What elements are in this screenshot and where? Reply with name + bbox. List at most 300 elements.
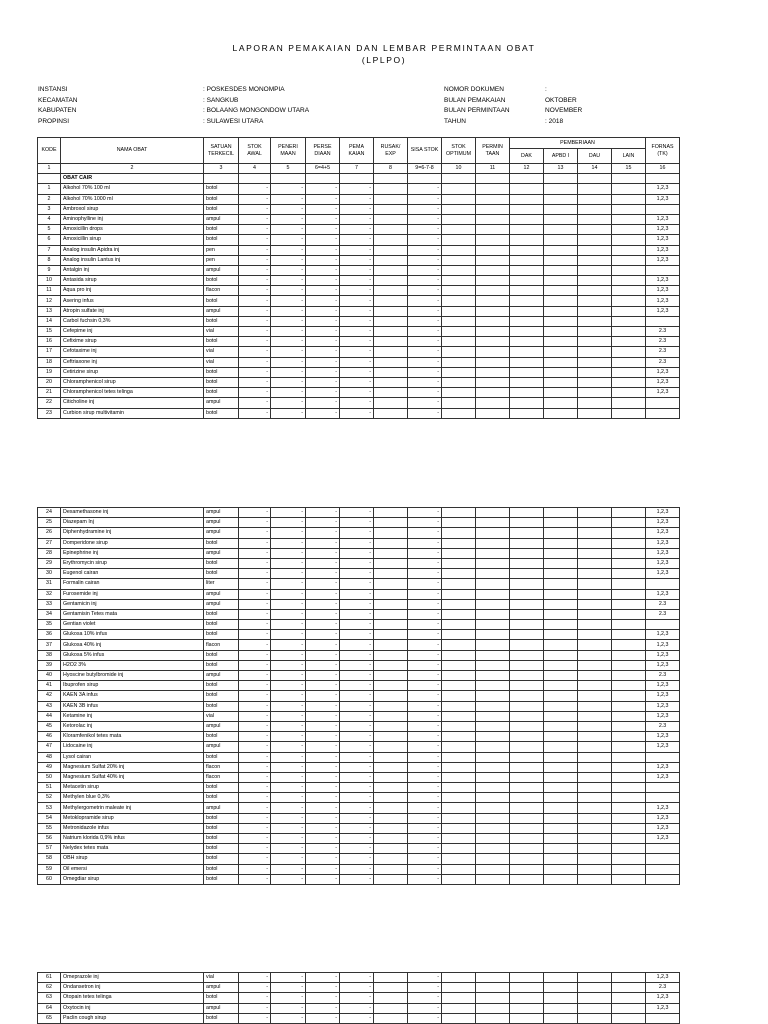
dash-cell: -: [340, 630, 374, 640]
empty-cell: [544, 286, 578, 296]
empty-cell: [476, 691, 510, 701]
dash-cell: -: [340, 823, 374, 833]
empty-cell: [510, 711, 544, 721]
dash-cell: -: [239, 347, 271, 357]
row-nama-obat: Curbion sirup multivitamin: [61, 408, 204, 418]
dash-cell: -: [340, 711, 374, 721]
empty-cell: [510, 732, 544, 742]
dash-cell: -: [239, 276, 271, 286]
dash-cell: -: [239, 569, 271, 579]
dash-cell: -: [408, 864, 442, 874]
empty-cell: [578, 864, 612, 874]
info-label: BULAN PEMAKAIAN: [444, 96, 506, 104]
empty-cell: [476, 245, 510, 255]
row-nama-obat: Domperidone sirup: [61, 538, 204, 548]
dash-cell: -: [271, 691, 306, 701]
dash-cell: -: [340, 225, 374, 235]
row-fornas: 1,2,3: [646, 701, 680, 711]
table-row: [38, 1013, 680, 1023]
column-number: 11: [476, 164, 510, 174]
dash-cell: -: [408, 772, 442, 782]
dash-cell: -: [239, 993, 271, 1003]
empty-cell: [476, 609, 510, 619]
table-row: [38, 721, 680, 731]
row-nama-obat: Kloramfenikol tetes mata: [61, 732, 204, 742]
column-number: 7: [340, 164, 374, 174]
table-row: [38, 783, 680, 793]
row-kode: 24: [38, 508, 61, 518]
row-fornas: [646, 752, 680, 762]
empty-cell: [510, 235, 544, 245]
dash-cell: -: [239, 630, 271, 640]
table-row: [38, 660, 680, 670]
dash-cell: -: [271, 783, 306, 793]
empty-cell: [442, 983, 476, 993]
empty-cell: [442, 558, 476, 568]
dash-cell: -: [340, 306, 374, 316]
table-row: [38, 772, 680, 782]
row-kode: 27: [38, 538, 61, 548]
empty-cell: [612, 518, 646, 528]
dash-cell: -: [340, 609, 374, 619]
empty-cell: [510, 508, 544, 518]
row-satuan: botol: [204, 569, 239, 579]
empty-cell: [510, 538, 544, 548]
empty-cell: [510, 599, 544, 609]
dash-cell: -: [408, 993, 442, 1003]
dash-cell: -: [306, 548, 340, 558]
col-pemakaian: PEMA KAIAN: [340, 138, 374, 164]
empty-cell: [578, 1003, 612, 1013]
empty-cell: [374, 265, 408, 275]
empty-cell: [578, 214, 612, 224]
dash-cell: -: [340, 813, 374, 823]
dash-cell: -: [340, 265, 374, 275]
table-row: [38, 640, 680, 650]
table-row: [38, 823, 680, 833]
empty-cell: [510, 367, 544, 377]
row-satuan: pen: [204, 245, 239, 255]
empty-cell: [612, 681, 646, 691]
empty-cell: [544, 783, 578, 793]
empty-cell: [374, 538, 408, 548]
dash-cell: -: [271, 184, 306, 194]
table-row: [38, 1003, 680, 1013]
empty-cell: [476, 681, 510, 691]
dash-cell: -: [239, 225, 271, 235]
row-fornas: 1,2,3: [646, 691, 680, 701]
empty-cell: [476, 286, 510, 296]
empty-cell: [442, 681, 476, 691]
empty-cell: [612, 548, 646, 558]
empty-cell: [510, 691, 544, 701]
row-fornas: 1,2,3: [646, 367, 680, 377]
empty-cell: [374, 783, 408, 793]
dash-cell: -: [306, 701, 340, 711]
dash-cell: -: [306, 589, 340, 599]
empty-cell: [510, 548, 544, 558]
dash-cell: -: [306, 327, 340, 337]
row-satuan: botol: [204, 681, 239, 691]
empty-cell: [544, 701, 578, 711]
table-row: [38, 793, 680, 803]
empty-cell: [510, 701, 544, 711]
table-row: [38, 408, 680, 418]
dash-cell: -: [271, 864, 306, 874]
empty-cell: [442, 508, 476, 518]
row-satuan: botol: [204, 783, 239, 793]
empty-cell: [612, 732, 646, 742]
dash-cell: -: [239, 874, 271, 884]
empty-cell: [578, 599, 612, 609]
empty-cell: [476, 762, 510, 772]
row-fornas: 1,2,3: [646, 255, 680, 265]
dash-cell: -: [306, 671, 340, 681]
empty-cell: [578, 265, 612, 275]
info-value: :: [545, 86, 547, 93]
dash-cell: -: [239, 793, 271, 803]
empty-cell: [442, 742, 476, 752]
empty-cell: [510, 579, 544, 589]
empty-cell: [510, 357, 544, 367]
empty-cell: [578, 691, 612, 701]
empty-cell: [442, 630, 476, 640]
empty-cell: [510, 803, 544, 813]
table-row: [38, 671, 680, 681]
dash-cell: -: [271, 579, 306, 589]
row-nama-obat: Metacetin sirup: [61, 783, 204, 793]
table-row: [38, 306, 680, 316]
empty-cell: [442, 518, 476, 528]
row-kode: 30: [38, 569, 61, 579]
row-nama-obat: Metoklopramide sirup: [61, 813, 204, 823]
dash-cell: -: [306, 316, 340, 326]
row-nama-obat: Chloramphenicol tetes telinga: [61, 388, 204, 398]
empty-cell: [578, 993, 612, 1003]
dash-cell: -: [271, 752, 306, 762]
row-nama-obat: Hyoscine butylbromide inj: [61, 671, 204, 681]
empty-cell: [578, 671, 612, 681]
empty-cell: [544, 609, 578, 619]
empty-cell: [476, 408, 510, 418]
dash-cell: -: [340, 721, 374, 731]
dash-cell: -: [271, 681, 306, 691]
table-row: [38, 874, 680, 884]
empty-cell: [476, 388, 510, 398]
table-row: [38, 337, 680, 347]
empty-cell: [442, 803, 476, 813]
info-right-labels: [444, 85, 544, 127]
empty-cell: [612, 1003, 646, 1013]
dash-cell: -: [271, 569, 306, 579]
dash-cell: -: [239, 528, 271, 538]
empty-cell: [374, 681, 408, 691]
empty-cell: [374, 671, 408, 681]
info-label: NOMOR DOKUMEN: [444, 86, 504, 93]
row-nama-obat: Methylen blue 0,3%: [61, 793, 204, 803]
row-fornas: 1,2,3: [646, 711, 680, 721]
empty-cell: [578, 803, 612, 813]
dash-cell: -: [306, 204, 340, 214]
dash-cell: -: [408, 347, 442, 357]
dash-cell: -: [271, 834, 306, 844]
dash-cell: -: [408, 408, 442, 418]
row-nama-obat: Ketorolac inj: [61, 721, 204, 731]
row-fornas: [646, 204, 680, 214]
empty-cell: [442, 620, 476, 630]
empty-cell: [578, 194, 612, 204]
row-nama-obat: Oil emersi: [61, 864, 204, 874]
dash-cell: -: [239, 194, 271, 204]
empty-cell: [612, 793, 646, 803]
empty-cell: [510, 973, 544, 983]
empty-cell: [544, 194, 578, 204]
table-row: [38, 803, 680, 813]
dash-cell: -: [239, 235, 271, 245]
dash-cell: -: [306, 640, 340, 650]
info-left-values: [203, 85, 403, 127]
row-satuan: botol: [204, 609, 239, 619]
row-kode: 19: [38, 367, 61, 377]
empty-cell: [578, 398, 612, 408]
dash-cell: -: [239, 316, 271, 326]
dash-cell: -: [306, 803, 340, 813]
empty-cell: [612, 660, 646, 670]
dash-cell: -: [271, 711, 306, 721]
dash-cell: -: [271, 599, 306, 609]
empty-cell: [510, 327, 544, 337]
row-satuan: botol: [204, 844, 239, 854]
dash-cell: -: [340, 377, 374, 387]
table-row: [38, 548, 680, 558]
empty-cell: [374, 204, 408, 214]
empty-cell: [442, 538, 476, 548]
dash-cell: -: [408, 589, 442, 599]
row-kode: 8: [38, 255, 61, 265]
empty-cell: [476, 803, 510, 813]
empty-cell: [374, 569, 408, 579]
empty-cell: [476, 327, 510, 337]
empty-cell: [578, 823, 612, 833]
row-nama-obat: Formalin cairan: [61, 579, 204, 589]
dash-cell: -: [408, 711, 442, 721]
dash-cell: -: [408, 783, 442, 793]
row-kode: 7: [38, 245, 61, 255]
dash-cell: -: [239, 864, 271, 874]
dash-cell: -: [306, 558, 340, 568]
row-satuan: vial: [204, 711, 239, 721]
row-kode: 2: [38, 194, 61, 204]
empty-cell: [510, 993, 544, 1003]
info-label: TAHUN: [444, 117, 466, 125]
row-fornas: [646, 408, 680, 418]
dash-cell: -: [271, 388, 306, 398]
empty-cell: [510, 408, 544, 418]
row-satuan: ampul: [204, 508, 239, 518]
row-kode: 1: [38, 184, 61, 194]
dash-cell: -: [239, 772, 271, 782]
empty-cell: [544, 983, 578, 993]
column-number: 8: [374, 164, 408, 174]
dash-cell: -: [340, 973, 374, 983]
empty-cell: [510, 528, 544, 538]
row-kode: 56: [38, 834, 61, 844]
dash-cell: -: [239, 377, 271, 387]
empty-cell: [510, 650, 544, 660]
dash-cell: -: [408, 225, 442, 235]
row-nama-obat: Magnesium Sulfat 40% inj: [61, 772, 204, 782]
empty-cell: [544, 630, 578, 640]
dash-cell: -: [408, 528, 442, 538]
dash-cell: -: [239, 1003, 271, 1013]
row-satuan: botol: [204, 864, 239, 874]
dash-cell: -: [271, 508, 306, 518]
row-nama-obat: Glukosa 10% infus: [61, 630, 204, 640]
empty-cell: [442, 732, 476, 742]
empty-cell: [374, 579, 408, 589]
row-kode: 44: [38, 711, 61, 721]
row-nama-obat: Ibuprofen sirup: [61, 681, 204, 691]
obat-table-part1: [37, 137, 680, 419]
empty-cell: [578, 793, 612, 803]
empty-cell: [578, 508, 612, 518]
empty-cell: [578, 357, 612, 367]
empty-cell: [476, 569, 510, 579]
empty-cell: [442, 793, 476, 803]
row-fornas: 1,2,3: [646, 388, 680, 398]
dash-cell: -: [408, 548, 442, 558]
row-satuan: pen: [204, 255, 239, 265]
dash-cell: -: [408, 558, 442, 568]
empty-cell: [578, 347, 612, 357]
row-nama-obat: Antasida sirup: [61, 276, 204, 286]
col-lain: LAIN: [612, 149, 646, 164]
empty-cell: [374, 772, 408, 782]
dash-cell: -: [408, 793, 442, 803]
empty-cell: [578, 388, 612, 398]
empty-cell: [578, 660, 612, 670]
dash-cell: -: [306, 569, 340, 579]
empty-cell: [612, 671, 646, 681]
row-kode: 59: [38, 864, 61, 874]
empty-cell: [578, 235, 612, 245]
empty-cell: [612, 569, 646, 579]
empty-cell: [374, 194, 408, 204]
dash-cell: -: [408, 569, 442, 579]
row-satuan: ampul: [204, 803, 239, 813]
row-nama-obat: KAEN 3B infus: [61, 701, 204, 711]
empty-cell: [374, 854, 408, 864]
empty-cell: [374, 286, 408, 296]
row-kode: 64: [38, 1003, 61, 1013]
table-row: [38, 538, 680, 548]
dash-cell: -: [239, 973, 271, 983]
dash-cell: -: [340, 194, 374, 204]
info-value: : POSKESDES MONOMPIA: [203, 86, 285, 93]
dash-cell: -: [239, 357, 271, 367]
table-row: [38, 732, 680, 742]
table-row: [38, 993, 680, 1003]
empty-cell: [476, 255, 510, 265]
empty-cell: [544, 993, 578, 1003]
empty-cell: [612, 214, 646, 224]
dash-cell: -: [306, 793, 340, 803]
row-fornas: [646, 316, 680, 326]
dash-cell: -: [239, 752, 271, 762]
dash-cell: -: [271, 993, 306, 1003]
empty-cell: [578, 772, 612, 782]
dash-cell: -: [340, 184, 374, 194]
empty-cell: [612, 528, 646, 538]
row-nama-obat: Lidocaine inj: [61, 742, 204, 752]
empty-cell: [374, 347, 408, 357]
empty-cell: [510, 255, 544, 265]
dash-cell: -: [408, 671, 442, 681]
empty-cell: [510, 518, 544, 528]
dash-cell: -: [306, 864, 340, 874]
empty-cell: [510, 184, 544, 194]
dash-cell: -: [408, 844, 442, 854]
col-penerimaan: PENERI MAAN: [271, 138, 306, 164]
dash-cell: -: [408, 803, 442, 813]
empty-cell: [374, 235, 408, 245]
empty-cell: [544, 327, 578, 337]
dash-cell: -: [239, 983, 271, 993]
table-row: [38, 528, 680, 538]
empty-cell: [612, 265, 646, 275]
dash-cell: -: [408, 579, 442, 589]
empty-cell: [578, 874, 612, 884]
obat-table-part3: [37, 972, 680, 1024]
empty-cell: [544, 599, 578, 609]
empty-cell: [578, 316, 612, 326]
table-row: [38, 316, 680, 326]
empty-cell: [578, 630, 612, 640]
empty-cell: [374, 518, 408, 528]
row-satuan: ampul: [204, 214, 239, 224]
empty-cell: [374, 640, 408, 650]
row-fornas: 2.3: [646, 671, 680, 681]
empty-cell: [578, 681, 612, 691]
dash-cell: -: [340, 1003, 374, 1013]
row-satuan: botol: [204, 701, 239, 711]
empty-cell: [476, 508, 510, 518]
empty-cell: [476, 579, 510, 589]
empty-cell: [510, 347, 544, 357]
dash-cell: -: [239, 538, 271, 548]
dash-cell: -: [340, 701, 374, 711]
empty-cell: [442, 204, 476, 214]
empty-cell: [544, 671, 578, 681]
empty-cell: [374, 609, 408, 619]
dash-cell: -: [306, 783, 340, 793]
empty-cell: [476, 721, 510, 731]
dash-cell: -: [340, 408, 374, 418]
dash-cell: -: [340, 874, 374, 884]
empty-cell: [578, 620, 612, 630]
column-number: 14: [578, 164, 612, 174]
table-row: [38, 398, 680, 408]
empty-cell: [374, 732, 408, 742]
table-row: [38, 204, 680, 214]
empty-cell: [544, 347, 578, 357]
empty-cell: [578, 732, 612, 742]
empty-cell: [374, 721, 408, 731]
info-label: KECAMATAN: [38, 96, 78, 104]
row-fornas: [646, 793, 680, 803]
empty-cell: [442, 823, 476, 833]
row-fornas: [646, 874, 680, 884]
